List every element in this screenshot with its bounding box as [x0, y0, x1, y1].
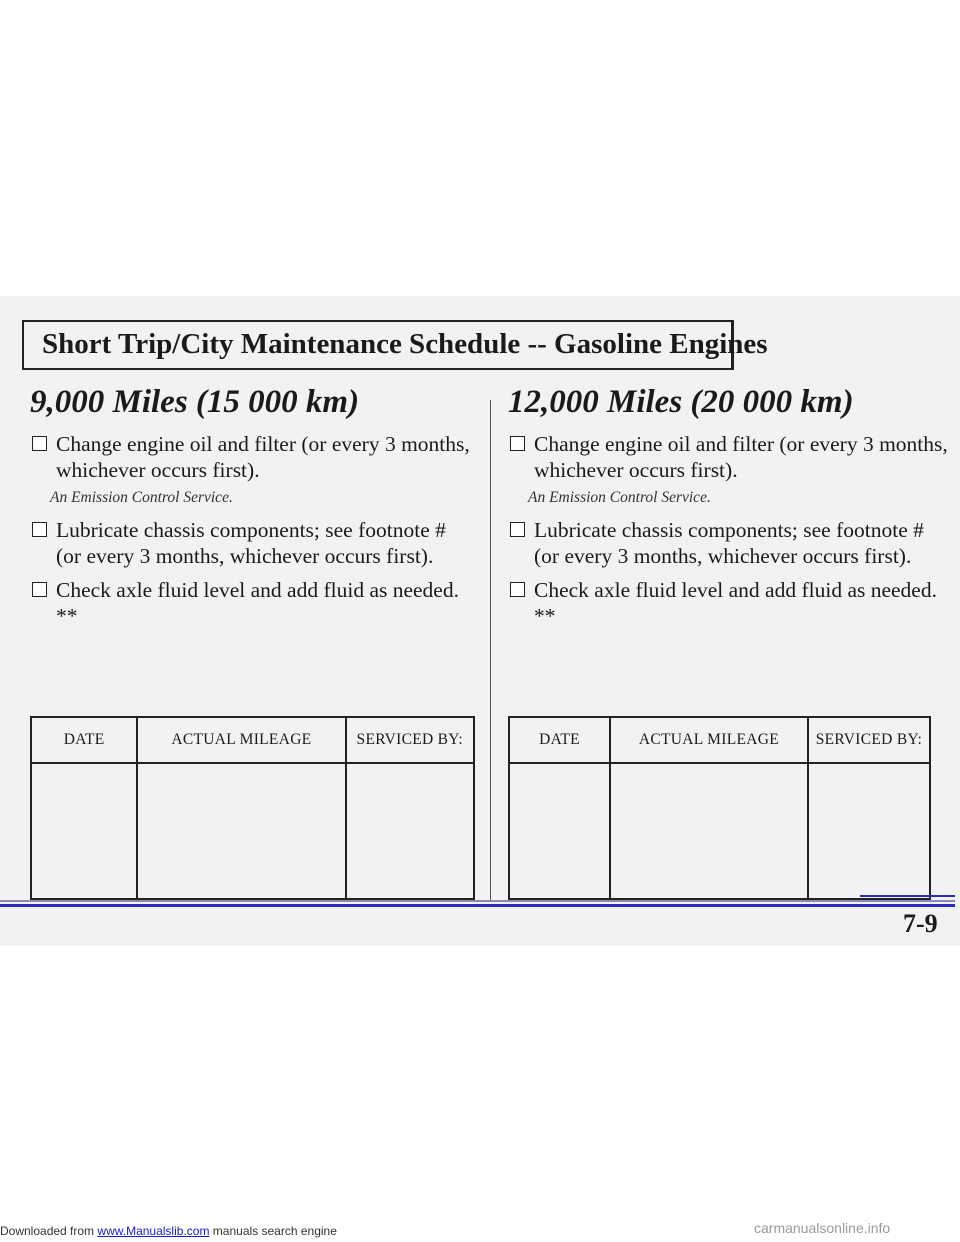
footer-rule-thin	[0, 900, 955, 902]
serviced-cell[interactable]	[808, 763, 930, 899]
footer-suffix: manuals search engine	[212, 1224, 337, 1238]
item-text: Check axle fluid level and add fluid as needed. **	[56, 578, 459, 628]
right-item-oil	[508, 431, 953, 483]
serviced-cell[interactable]	[346, 763, 474, 899]
footer-rule-accent	[860, 895, 955, 897]
serviced-header: SERVICED BY:	[346, 717, 474, 763]
checkbox-icon[interactable]	[32, 522, 47, 537]
footer-rule-thick	[0, 904, 955, 907]
download-footer	[0, 1224, 337, 1238]
item-text: Check axle fluid level and add fluid as needed. **	[534, 578, 937, 628]
date-cell[interactable]	[509, 763, 610, 899]
item-text: Lubricate chassis components; see footnote # (or every 3 months, whichever occurs first).	[56, 518, 446, 568]
mileage-header: ACTUAL MILEAGE	[137, 717, 345, 763]
manualslib-link[interactable]: www.Manualslib.com	[97, 1224, 210, 1238]
date-header: DATE	[509, 717, 610, 763]
checkbox-icon[interactable]	[32, 436, 47, 451]
watermark: carmanualsonline.info	[754, 1220, 891, 1236]
right-service-log-table	[508, 716, 931, 900]
date-header: DATE	[31, 717, 137, 763]
mileage-cell[interactable]	[137, 763, 345, 899]
mileage-header: ACTUAL MILEAGE	[610, 717, 808, 763]
column-divider	[490, 400, 491, 900]
manual-page	[0, 296, 960, 946]
emission-note: An Emission Control Service.	[50, 489, 233, 506]
right-item-axle	[508, 577, 953, 629]
section-title: Short Trip/City Maintenance Schedule -- Gasoline Engines	[42, 328, 768, 360]
serviced-header: SERVICED BY:	[808, 717, 930, 763]
footer-prefix: Downloaded from	[0, 1224, 95, 1238]
left-item-axle	[30, 577, 475, 629]
checkbox-icon[interactable]	[510, 436, 525, 451]
item-text: Lubricate chassis components; see footnote # (or every 3 months, whichever occurs first).	[534, 518, 924, 568]
left-column	[30, 384, 475, 637]
right-item-lubricate	[508, 517, 953, 569]
date-cell[interactable]	[31, 763, 137, 899]
checkbox-icon[interactable]	[510, 522, 525, 537]
item-text: Change engine oil and filter (or every 3 months, whichever occurs first).	[56, 432, 470, 482]
checkbox-icon[interactable]	[510, 582, 525, 597]
section-header-box	[22, 320, 768, 370]
page-number: 7-9	[903, 909, 938, 938]
emission-note: An Emission Control Service.	[528, 489, 711, 506]
item-text: Change engine oil and filter (or every 3 months, whichever occurs first).	[534, 432, 948, 482]
left-item-lubricate	[30, 517, 475, 569]
right-mileage-heading: 12,000 Miles (20 000 km)	[508, 384, 854, 420]
checkbox-icon[interactable]	[32, 582, 47, 597]
left-item-oil	[30, 431, 475, 483]
left-mileage-heading: 9,000 Miles (15 000 km)	[30, 384, 360, 420]
left-service-log-table	[30, 716, 475, 900]
mileage-cell[interactable]	[610, 763, 808, 899]
right-column	[508, 384, 953, 637]
